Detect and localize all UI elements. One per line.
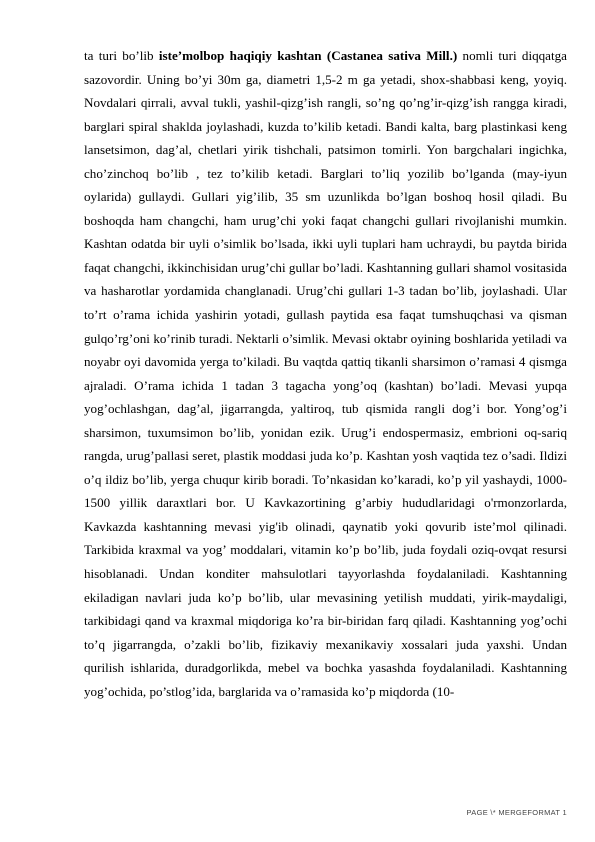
paragraph-body: nomli turi diqqatga sazovordir. Uning bo’yi 30m ga, diametri 1,5-2 m ga yetadi, shox-shabbasi keng, yoyiq. Novdalari qirrali, avval tukli, yashil-qizg’ish rangli, so’ng qo’ng’ir-qizg’ish rangga kiradi, barglari spiral shaklda joylashadi, kuzda to’kilib ketadi. Bandi kalta, barg plastinkasi keng lansetsimon, dag’al, chetlari yirik tishchali, patsimon tomirli. Yon bargchalari ingichka, cho’zinchoq bo’lib , tez to’kilib ketadi. Barglari to’liq yozilib bo’lganda (may-iyun oylarida) gullaydi. Gullari yig’ilib, 35 sm uzunlikda bo’lgan boshoq hosil qiladi. Bu boshoqda ham changchi, ham urug’chi yoki faqat changchi gullari rivojlanishi mumkin. Kashtan odatda bir uyli o’simlik bo’lsada, ikki uyli tuplari ham uchraydi, bu paytda birida faqat changchi, ikkinchisidan urug’chi gullar bo’ladi. Kashtanning gullari shamol vositasida va hasharotlar yordamida changlanadi. Urug’chi gullari 1-3 tadan bo’lib, joylashadi. Ular to’rt o’rama ichida yashirin yotadi, gullash paytida esa faqat tumshuqchasi va qisman gulqo’rg’oni ko’rinib turadi. Nektarli o’simlik. Mevasi oktabr oyining boshlarida yetiladi va noyabr oyi davomida yerga to’kiladi. Bu vaqtda qattiq tikanli sharsimon o’ramasi 4 qismga ajraladi. O’rama ichida 1 tadan 3 tagacha yong’oq (kashtan) bo’ladi. Mevasi yupqa yog’ochlashgan, dag’al, jigarrangda, yaltiroq, tub qismida rangli dog’i bor. Yong’og’i sharsimon, tuxumsimon bo’lib, yonidan ezik. Urug’i endospermasiz, embrioni oq-sariq rangda, urug’pallasi seret, plastik moddasi juda ko’p. Kashtan yosh vaqtida tez o’sadi. Ildizi o’q ildiz bo’lib, yerga chuqur kirib boradi. To’nkasidan ko’karadi, ko’p yil yashaydi, 1000-1500 yillik daraxtlari bor. U Kavkazortining g’arbiy hududlaridagi o'rmonzorlarda, Kavkazda kashtanning mevasi yig'ib olinadi, qaynatib yoki qovurib iste’mol qilinadi. Tarkibida kraxmal va yog’ moddalari, vitamin ko’p bo’lib, juda foydali oziq-ovqat resursi hisoblanadi. Undan konditer mahsulotlari tayyorlashda foydalaniladi. Kashtanning ekiladigan navlari juda ko’p bo’lib, ular mevasining yetilish muddati, yirik-maydaligi, tarkibidagi qand va kraxmal miqdoriga ko’ra bir-biridan farq qiladi. Kashtanning yog’ochi to’q jigarrangda, o’zakli bo’lib, fizikaviy mexanikaviy xossalari juda yaxshi. Undan qurilish ishlarida, duradgorlikda, mebel va bochka yasashda foydalaniladi. Kashtanning yog’ochida, po’stlog’ida, barglarida va o’ramasida ko’p miqdorda (10- — [84, 48, 567, 699]
page-footer-field: PAGE \* MERGEFORMAT 1 — [466, 808, 567, 817]
body-paragraph — [84, 44, 567, 703]
species-term: iste’molbop haqiqiy kashtan (Castanea sativa Mill.) — [158, 48, 458, 63]
paragraph-lead: ta turi bo’lib — [84, 48, 159, 63]
